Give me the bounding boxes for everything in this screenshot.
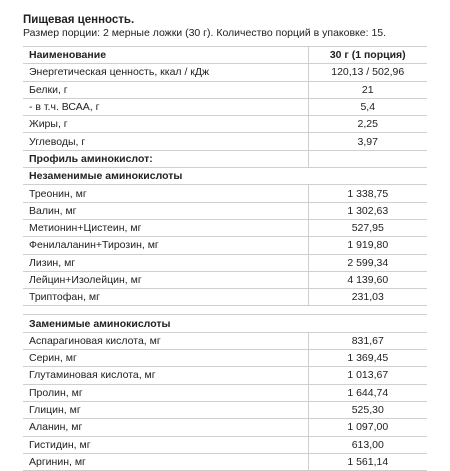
row-value-cell [308,150,427,167]
row-name-cell: Фенилаланин+Тирозин, мг [23,237,308,254]
table-row [23,254,427,271]
row-name-cell: Жиры, г [23,116,308,133]
row-name-cell: Аланин, мг [23,419,308,436]
header-value-cell: 30 г (1 порция) [308,47,427,64]
row-name-cell: Белки, г [23,81,308,98]
row-name-cell: Профиль аминокислот: [23,150,308,167]
nutrition-table [23,46,427,471]
section-heading-essential [23,168,427,185]
nutrition-table-body [23,47,427,471]
row-value-cell: 5,4 [308,98,427,115]
row-value-cell: 120,13 / 502,96 [308,64,427,81]
row-name-cell: Пролин, мг [23,384,308,401]
row-value-cell: 1 302,63 [308,202,427,219]
table-row [23,219,427,236]
profile-heading-row [23,150,427,167]
row-value-cell: 21 [308,81,427,98]
row-name-cell: Лизин, мг [23,254,308,271]
document-title: Пищевая ценность. [23,14,135,26]
row-value-cell: 1 561,14 [308,453,427,470]
row-name-cell: Аспарагиновая кислота, мг [23,332,308,349]
table-row [23,453,427,470]
row-value-cell: 2 599,34 [308,254,427,271]
row-name-cell: Гистидин, мг [23,436,308,453]
section-heading-nonessential [23,315,427,332]
row-value-cell: 3,97 [308,133,427,150]
row-name-cell: Углеводы, г [23,133,308,150]
row-value-cell [308,306,427,315]
row-value-cell: 1 919,80 [308,237,427,254]
row-name-cell: Лейцин+Изолейцин, мг [23,271,308,288]
header-name-cell: Наименование [23,47,308,64]
row-value-cell: 2,25 [308,116,427,133]
row-value-cell: 1 097,00 [308,419,427,436]
table-row [23,289,427,306]
table-row [23,116,427,133]
table-row [23,185,427,202]
row-value-cell: 1 013,67 [308,367,427,384]
row-value-cell: 4 139,60 [308,271,427,288]
row-value-cell: 1 644,74 [308,384,427,401]
table-row [23,332,427,349]
row-name-cell: Серин, мг [23,350,308,367]
table-row [23,133,427,150]
table-row [23,367,427,384]
table-row [23,350,427,367]
row-value-cell: 1 338,75 [308,185,427,202]
row-name-cell: Аргинин, мг [23,453,308,470]
row-name-cell: Триптофан, мг [23,289,308,306]
row-value-cell: 525,30 [308,401,427,418]
table-row [23,237,427,254]
table-row [23,419,427,436]
row-value-cell: 527,95 [308,219,427,236]
row-name-cell: - в т.ч. ВСАА, г [23,98,308,115]
table-row [23,81,427,98]
table-row [23,202,427,219]
row-name-cell: Метионин+Цистеин, мг [23,219,308,236]
table-row [23,401,427,418]
row-value-cell: 613,00 [308,436,427,453]
table-row [23,384,427,401]
row-name-cell: Треонин, мг [23,185,308,202]
table-header-row [23,47,427,64]
table-row [23,271,427,288]
row-name-cell: Незаменимые аминокислоты [23,168,308,185]
row-value-cell [308,168,427,185]
spacer-row [23,306,427,315]
table-row [23,98,427,115]
row-name-cell: Энергетическая ценность, ккал / кДж [23,64,308,81]
row-name-cell: Глутаминовая кислота, мг [23,367,308,384]
row-name-cell [23,306,308,315]
table-row [23,436,427,453]
row-name-cell: Валин, мг [23,202,308,219]
table-row [23,64,427,81]
row-name-cell: Заменимые аминокислоты [23,315,308,332]
serving-info: Размер порции: 2 мерные ложки (30 г). Количество порций в упаковке: 15. [23,27,387,39]
row-value-cell: 831,67 [308,332,427,349]
row-value-cell: 1 369,45 [308,350,427,367]
row-value-cell: 231,03 [308,289,427,306]
row-name-cell: Глицин, мг [23,401,308,418]
row-value-cell [308,315,427,332]
